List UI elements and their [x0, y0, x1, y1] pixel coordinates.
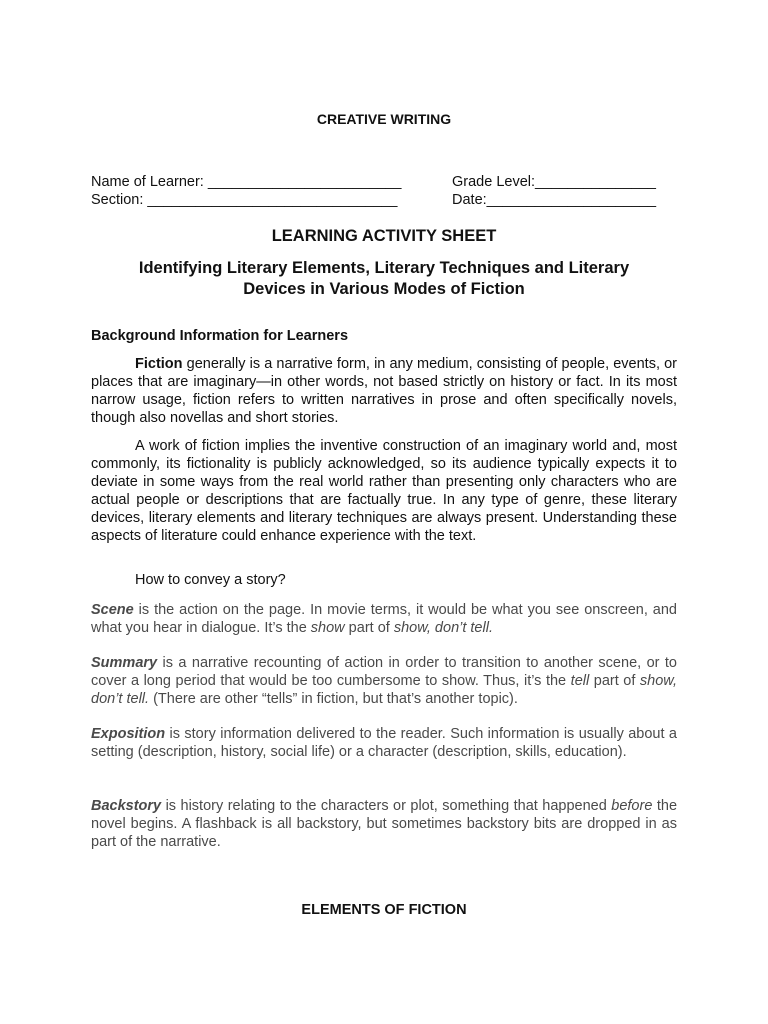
course-title: CREATIVE WRITING: [316, 111, 452, 127]
grade-level-field: Grade Level:_______________: [452, 174, 656, 190]
elements-of-fiction-title: ELEMENTS OF FICTION: [301, 902, 467, 918]
summary-text-2: part of: [589, 673, 640, 689]
exposition-term: Exposition: [91, 726, 166, 742]
sheet-title: LEARNING ACTIVITY SHEET: [271, 227, 497, 245]
topic-title-line2: Devices in Various Modes of Fiction: [243, 280, 525, 298]
backstory-text-1: is history relating to the characters or plot, something that happened: [161, 798, 612, 814]
convey-story-question: How to convey a story?: [135, 572, 286, 588]
section-field: Section: _______________________________: [91, 192, 398, 208]
scene-definition: [91, 601, 677, 637]
summary-italic-tell: tell: [570, 673, 590, 689]
summary-definition: [91, 654, 677, 708]
backstory-text-2: the novel begins. A flashback is all backstory, but sometimes backstory bits are dropped in as part of the narrative.: [91, 798, 678, 850]
scene-italic-show: show: [310, 620, 345, 636]
learner-name-field: Name of Learner: ________________________: [91, 174, 402, 190]
scene-text-2: part of: [344, 620, 394, 636]
backstory-definition: [91, 797, 677, 851]
scene-text-1: is the action on the page. In movie terms, it would be what you see onscreen, and what you hear in dialogue. It’s the: [91, 602, 677, 636]
work-of-fiction-paragraph: [91, 437, 677, 545]
backstory-italic-before: before: [611, 798, 653, 814]
topic-title: [0, 258, 768, 300]
fiction-paragraph-text: generally is a narrative form, in any medium, consisting of people, events, or places that are imaginary—in other words, not based strictly on history or fact. In its most narrow usage, fiction refers to written narratives in prose and often specifically novels, though also novellas and short stories.: [91, 356, 677, 426]
fiction-paragraph: [91, 355, 677, 427]
background-heading: Background Information for Learners: [91, 328, 349, 344]
summary-italic-show-dont-tell: show, don’t tell.: [91, 673, 677, 707]
summary-text-3: (There are other “tells” in fiction, but that’s another topic).: [149, 691, 518, 707]
summary-term: Summary: [91, 655, 158, 671]
scene-term: Scene: [91, 602, 134, 618]
scene-italic-show-dont-tell: show, don’t tell.: [393, 620, 493, 636]
topic-title-line1: Identifying Literary Elements, Literary Techniques and Literary: [138, 259, 630, 277]
exposition-text: is story information delivered to the reader. Such information is usually about a setting (description, history, social life) or a character (description, skills, education).: [91, 726, 677, 760]
date-field: Date:_____________________: [452, 192, 657, 208]
backstory-term: Backstory: [91, 798, 162, 814]
fiction-term: Fiction: [135, 356, 183, 372]
work-of-fiction-text: A work of fiction implies the inventive construction of an imaginary world and, most commonly, its fictionality is publicly acknowledged, so its audience typically expects it to deviate in some ways from the real world rather than presenting only characters who are actual people or descriptions that are factually true. In any type of genre, these literary devices, literary elements and literary techniques are always present. Understanding these aspects of literature could enhance experience with the text.: [91, 438, 677, 544]
exposition-definition: [91, 725, 677, 761]
summary-text-1: is a narrative recounting of action in order to transition to another scene, or to cover a long period that would be too cumbersome to show. Thus, it’s the: [91, 655, 677, 689]
